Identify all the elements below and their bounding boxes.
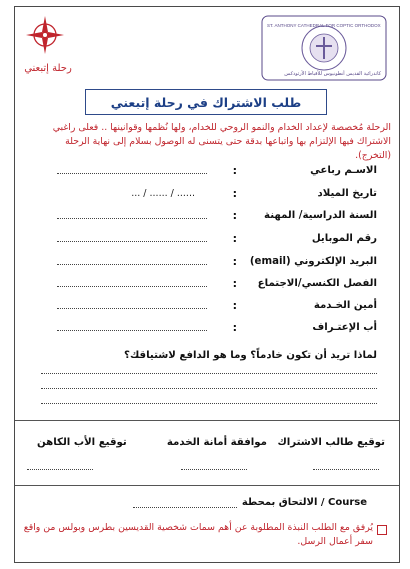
form-title: طلب الاشتراك في رحلة إتبعني: [85, 89, 327, 115]
field-label: رقم الموبايل: [311, 233, 377, 244]
applicant-signature-line[interactable]: [313, 469, 379, 470]
service-approval-label: موافقة أمانة الخدمة: [166, 437, 267, 448]
field-label: الفصل الكنسي/الاجتماع: [257, 278, 377, 289]
field-label: أب الإعتـراف: [312, 322, 377, 333]
birth-date-placeholder[interactable]: ...... / ...... / ...: [131, 188, 195, 199]
full-name-line[interactable]: [57, 173, 207, 174]
field-email[interactable]: البريد الإلكتروني (email) :: [35, 255, 377, 273]
service-secretary-line[interactable]: [57, 308, 207, 309]
priest-signature-label: توقيع الأب الكاهن: [37, 437, 127, 448]
field-label: تاريخ الميلاد: [317, 188, 377, 199]
field-mobile[interactable]: رقم الموبايل :: [35, 232, 377, 250]
seal-text-ar: كاتدرائية القديس أنطونيوس للأقباط الأرثوذكس: [284, 71, 381, 77]
priest-signature-line[interactable]: [27, 469, 93, 470]
field-label: الاسـم رباعي: [310, 165, 377, 176]
answer-line[interactable]: [41, 403, 377, 404]
field-label: السنة الدراسية/ المهنة: [264, 210, 377, 221]
field-study-year[interactable]: السنة الدراسية/ المهنة :: [35, 209, 377, 227]
email-line[interactable]: [57, 264, 207, 265]
church-class-line[interactable]: [57, 286, 207, 287]
motivation-question: لماذا تريد أن تكون خادماً؟ وما هو الدافع لاشتياقك؟: [124, 350, 377, 361]
confession-father-line[interactable]: [57, 330, 207, 331]
course-label: الالتحاق بمحطة / Course: [241, 497, 367, 508]
course-line[interactable]: [133, 507, 237, 508]
applicant-signature-label: توقيع طالب الاشتراك: [277, 437, 385, 448]
answer-line[interactable]: [41, 373, 377, 374]
field-birth-date[interactable]: تاريخ الميلاد : ...... / ...... / ...: [131, 187, 377, 200]
service-approval-line[interactable]: [181, 469, 247, 470]
field-church-class[interactable]: الفصل الكنسي/الاجتماع :: [35, 277, 377, 295]
divider: [15, 485, 399, 486]
field-label: البريد الإلكتروني (email): [249, 256, 377, 267]
mobile-line[interactable]: [57, 241, 207, 242]
field-confession-father[interactable]: أب الإعتـراف :: [35, 321, 377, 339]
attachment-note: يُرفق مع الطلب النبذة المطلوبة عن أهم سمات شخصية القديسين بطرس وبولس من واقع سفر أعمال الرسل.: [23, 522, 373, 547]
compass-logo-icon: [25, 15, 65, 61]
field-label: أمين الخـدمة: [313, 300, 377, 311]
field-service-secretary[interactable]: أمين الخـدمة :: [35, 299, 377, 317]
divider: [15, 420, 399, 421]
cathedral-seal-icon: [261, 15, 387, 81]
study-year-line[interactable]: [57, 218, 207, 219]
attachment-checkbox[interactable]: [377, 525, 387, 535]
seal-text-en: ST. ANTHONY CATHEDRAL FOR COPTIC ORTHODOX: [267, 23, 381, 28]
logo-text: رحلة إتبعني: [24, 63, 72, 74]
intro-paragraph: الرحلة مُخصصة لإعداد الخدام والنمو الروحي للخدام، ولها نُظمها وقوانينها .. فعلى راغبي الاشتراك فيها الإلتزام بها واتباعها بدقة حتى يتسنى له الوصول بسلام إلى نهاية الرحلة (التخرج).: [52, 122, 391, 161]
field-full-name[interactable]: الاسـم رباعي :: [35, 164, 377, 182]
answer-line[interactable]: [41, 388, 377, 389]
application-form-page: [14, 6, 400, 563]
